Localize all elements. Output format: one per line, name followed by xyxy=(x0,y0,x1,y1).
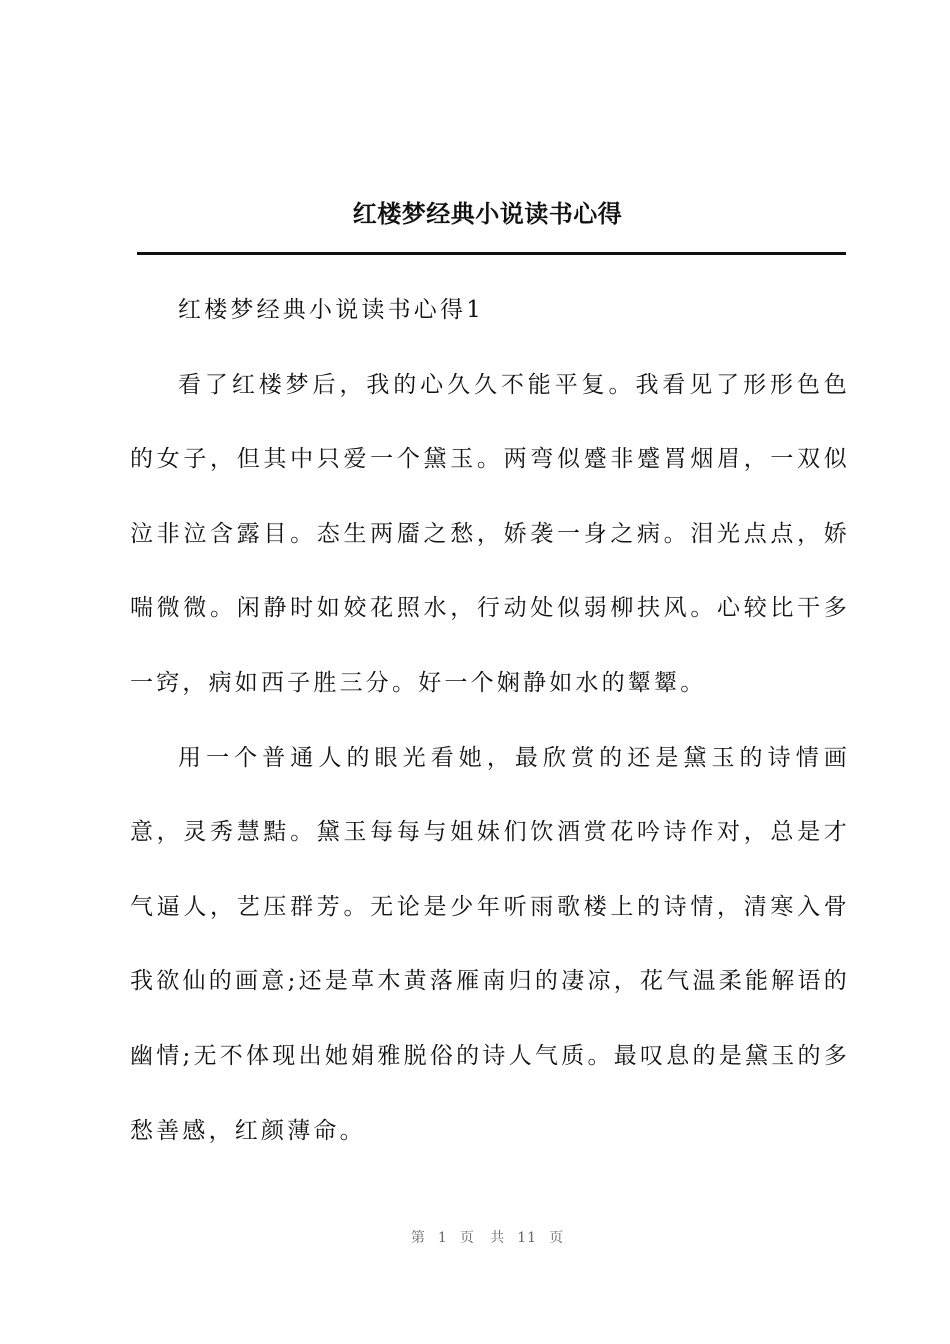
body-paragraph-1: 看了红楼梦后，我的心久久不能平复。我看见了形形色色的女子，但其中只爱一个黛玉。两弯似蹙非蹙罥烟眉，一双似泣非泣含露目。态生两靥之愁，娇袭一身之病。泪光点点，娇喘微微。闲静时如姣花照水，行动处似弱柳扶风。心较比干多一窍，病如西子胜三分。好一个娴静如水的颦颦。 xyxy=(130,371,850,696)
footer-page-total: 11 xyxy=(517,1230,538,1246)
page-footer xyxy=(0,1227,950,1247)
body-paragraph-2: 用一个普通人的眼光看她，最欣赏的还是黛玉的诗情画意，灵秀慧黠。黛玉每每与姐妹们饮酒赏花吟诗作对，总是才气逼人，艺压群芳。无论是少年听雨歌楼上的诗情，清寒入骨我欲仙的画意;还是草木黄落雁南归的凄凉，花气温柔能解语的幽情;无不体现出她娟雅脱俗的诗人气质。最叹息的是黛玉的多愁善感，红颜薄命。 xyxy=(130,744,850,1144)
document-title: 红楼梦经典小说读书心得 xyxy=(352,199,623,228)
footer-prefix: 第 xyxy=(410,1230,426,1246)
title-divider xyxy=(137,252,846,255)
document-body xyxy=(130,273,850,1168)
footer-middle: 页 共 xyxy=(459,1230,506,1246)
footer-suffix: 页 xyxy=(549,1230,565,1246)
footer-page-number: 1 xyxy=(437,1230,448,1246)
section-heading: 红楼梦经典小说读书心得1 xyxy=(178,297,485,323)
